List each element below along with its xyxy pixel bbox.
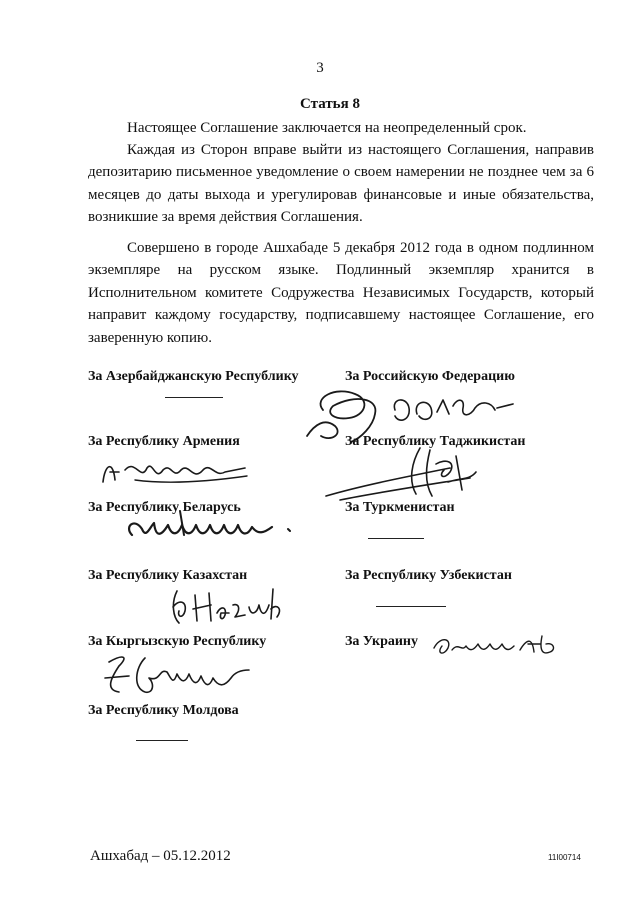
signatory-tajikistan-label: За Республику Таджикистан	[345, 434, 526, 449]
signatory-russia-label: За Российскую Федерацию	[345, 369, 515, 384]
signature-kyrgyzstan	[95, 648, 270, 700]
signatory-azerbaijan-label: За Азербайджанскую Республику	[88, 369, 299, 384]
article-title: Статья 8	[300, 96, 360, 112]
article-paragraph-done-at: Совершено в городе Ашхабаде 5 декабря 2012 года в одном подлинном экземпляре на русском языке. Подлинный экземпляр хранится в Исполнительном комитете Содружества Независимых Государств, который направит каждому государству, подписавшему настоящее Соглашение, его заверенную копию.	[88, 240, 594, 346]
signature-line-turkmenistan	[368, 538, 424, 539]
signatory-uzbekistan-label: За Республику Узбекистан	[345, 568, 512, 583]
signature-line-uzbekistan	[376, 606, 446, 607]
signatory-turkmenistan-label: За Туркменистан	[345, 500, 455, 515]
signatory-kazakhstan-label: За Республику Казахстан	[88, 568, 248, 583]
signature-kazakhstan	[165, 583, 300, 631]
signatory-ukraine-label: За Украину	[345, 634, 419, 649]
article-paragraph-term: Настоящее Соглашение заключается на неопределенный срок.	[127, 120, 527, 136]
signatory-moldova-label: За Республику Молдова	[88, 703, 239, 718]
signatory-kyrgyzstan-label: За Кыргызскую Республику	[88, 634, 267, 649]
signature-ukraine	[428, 628, 563, 662]
signature-belarus	[120, 505, 305, 551]
page-number: 3	[316, 60, 324, 76]
signature-line-azerbaijan	[165, 397, 223, 398]
footer-place-date: Ашхабад – 05.12.2012	[90, 848, 231, 864]
signatory-armenia-label: За Республику Армения	[88, 434, 240, 449]
signature-tajikistan	[320, 442, 490, 504]
document-code: 11I00714	[548, 853, 581, 862]
signatory-belarus-label: За Республику Беларусь	[88, 500, 241, 515]
signature-line-moldova	[136, 740, 188, 741]
signature-armenia	[95, 452, 255, 492]
article-paragraph-withdrawal: Каждая из Сторон вправе выйти из настоящего Соглашения, направив депозитарию письменное уведомление о своем намерении не позднее чем за 6 месяцев до даты выхода и урегулировав финансовые и иные обязательства, возникшие за время действия Соглашения.	[88, 142, 594, 226]
